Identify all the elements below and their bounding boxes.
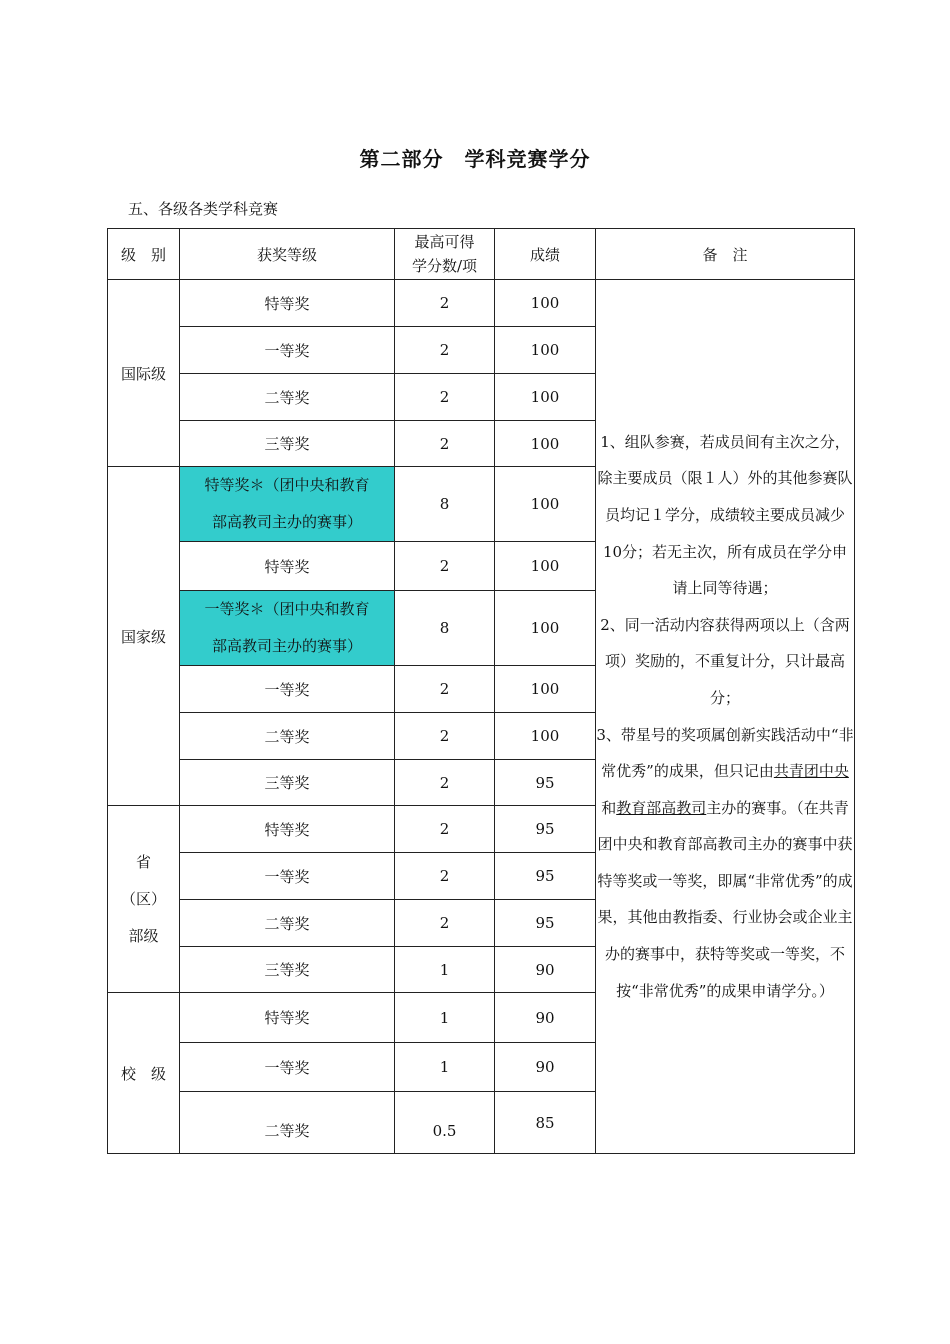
award-cell-highlighted	[180, 591, 395, 666]
score-cell: 90	[495, 947, 596, 993]
award-cell: 一等奖	[180, 1043, 395, 1092]
header-credits-line1: 最高可得	[414, 233, 475, 251]
award-cell-highlighted	[180, 467, 395, 542]
header-level: 级 别	[108, 229, 180, 280]
award-cell: 特等奖	[180, 542, 395, 591]
credits-cell: 8	[395, 467, 495, 542]
header-award: 获奖等级	[180, 229, 395, 280]
note-3-underline-ministry: 教育部高教司	[616, 798, 707, 817]
award-cell: 三等奖	[180, 421, 395, 467]
award-cell: 一等奖	[180, 327, 395, 374]
header-credits	[395, 229, 495, 280]
table-row	[108, 280, 855, 327]
award-line2: 部高教司主办的赛事）	[211, 637, 362, 655]
section-heading: 五、各级各类学科竞赛	[128, 200, 279, 218]
award-line2: 部高教司主办的赛事）	[211, 513, 362, 531]
score-cell: 95	[495, 760, 596, 806]
level-provincial-line1: 省	[135, 852, 151, 871]
page-title: 第二部分 学科竞赛学分	[359, 147, 591, 171]
competition-credit-table	[107, 228, 855, 1154]
note-2: 2、同一活动内容获得两项以上（含两项）奖励的，不重复计分，只计最高分；	[600, 615, 850, 707]
award-cell: 一等奖	[180, 666, 395, 713]
score-cell: 100	[495, 280, 596, 327]
award-cell: 二等奖	[180, 1092, 395, 1154]
credits-cell: 2	[395, 327, 495, 374]
score-cell: 100	[495, 591, 596, 666]
award-cell: 特等奖	[180, 993, 395, 1043]
credits-cell: 0.5	[395, 1092, 495, 1154]
score-cell: 100	[495, 666, 596, 713]
credits-cell: 2	[395, 374, 495, 421]
note-3-underline-youth-league: 共青团中央	[773, 762, 849, 781]
notes-cell	[596, 280, 855, 1154]
award-cell: 三等奖	[180, 760, 395, 806]
award-cell: 特等奖	[180, 806, 395, 853]
score-cell: 100	[495, 542, 596, 591]
score-cell: 90	[495, 1043, 596, 1092]
score-cell: 100	[495, 713, 596, 760]
score-cell: 100	[495, 374, 596, 421]
credits-cell: 2	[395, 542, 495, 591]
credits-cell: 2	[395, 900, 495, 947]
score-cell: 100	[495, 421, 596, 467]
score-cell: 95	[495, 853, 596, 900]
credits-cell: 2	[395, 806, 495, 853]
credits-cell: 8	[395, 591, 495, 666]
level-provincial-line2: （区）	[120, 889, 166, 908]
award-line1: 特等奖＊（团中央和教育	[204, 476, 370, 494]
credits-cell: 1	[395, 993, 495, 1043]
score-cell: 85	[495, 1092, 596, 1154]
award-cell: 特等奖	[180, 280, 395, 327]
level-international: 国际级	[108, 280, 180, 467]
credits-cell: 2	[395, 280, 495, 327]
level-provincial-line3: 部级	[128, 926, 159, 945]
credits-cell: 1	[395, 1043, 495, 1092]
score-cell: 100	[495, 327, 596, 374]
header-credits-line2: 学分数/项	[411, 257, 478, 275]
level-provincial	[108, 806, 180, 993]
header-notes: 备 注	[596, 229, 855, 280]
award-cell: 一等奖	[180, 853, 395, 900]
score-cell: 95	[495, 806, 596, 853]
level-national: 国家级	[108, 467, 180, 806]
credits-cell: 2	[395, 760, 495, 806]
award-line1: 一等奖＊（团中央和教育	[204, 600, 370, 618]
note-1: 1、组队参赛，若成员间有主次之分，除主要成员（限１人）外的其他参赛队员均记１学分，成绩较主要成员减少10分；若无主次，所有成员在学分申请上同等待遇；	[597, 432, 853, 598]
credits-cell: 2	[395, 666, 495, 713]
award-cell: 二等奖	[180, 713, 395, 760]
award-cell: 二等奖	[180, 900, 395, 947]
credits-cell: 2	[395, 421, 495, 467]
note-3-part-b: 和	[601, 798, 617, 817]
note-3-part-a: 3、带星号的奖项属创新实践活动中“非常优秀”的成果，但只记由	[596, 725, 854, 781]
credits-cell: 2	[395, 853, 495, 900]
score-cell: 90	[495, 993, 596, 1043]
award-cell: 二等奖	[180, 374, 395, 421]
score-cell: 95	[495, 900, 596, 947]
header-row	[108, 229, 855, 280]
note-3-part-c: 主办的赛事。（在共青团中央和教育部高教司主办的赛事中获特等奖或一等奖，即属“非常优秀”的成果，其他由教指委、行业协会或企业主办的赛事中，获特等奖或一等奖，不按“非常优秀”的成果申请学分。）	[597, 798, 853, 1000]
credits-cell: 1	[395, 947, 495, 993]
credits-cell: 2	[395, 713, 495, 760]
award-cell: 三等奖	[180, 947, 395, 993]
level-school: 校 级	[108, 993, 180, 1154]
score-cell: 100	[495, 467, 596, 542]
header-score: 成绩	[495, 229, 596, 280]
